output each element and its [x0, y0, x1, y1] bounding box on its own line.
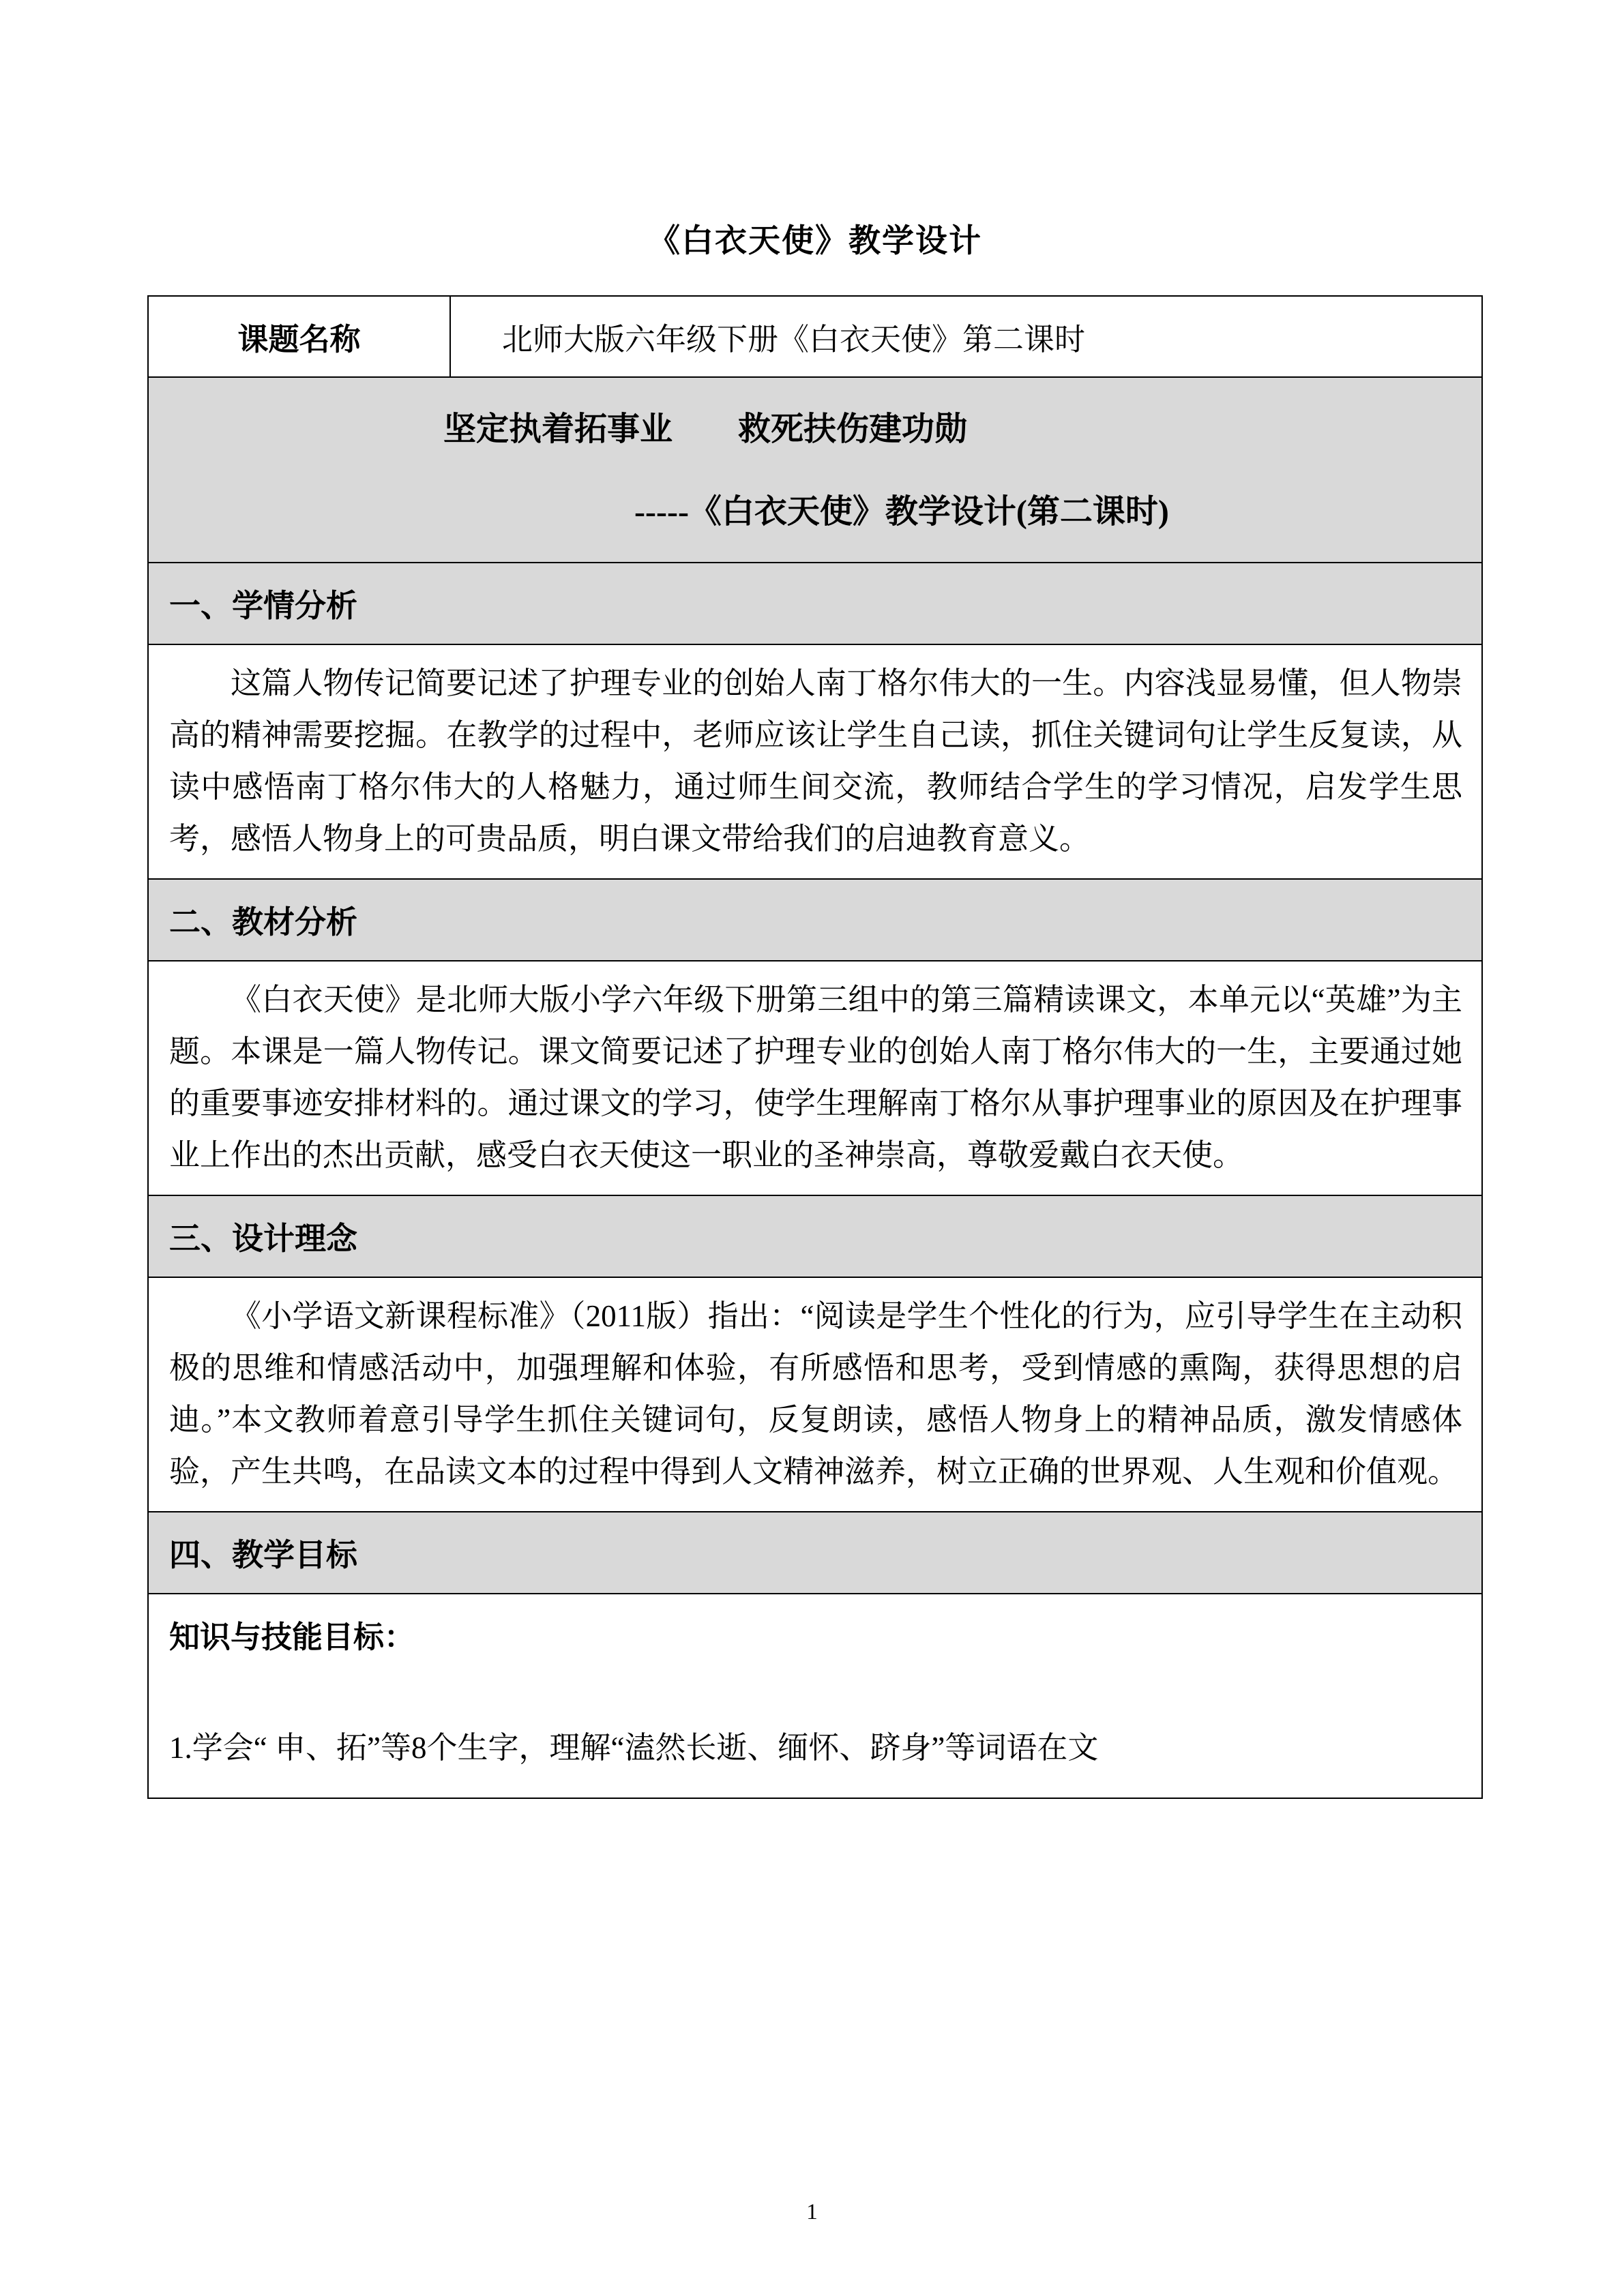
subtitle-line-1: 坚定执着拓事业 救死扶伤建功勋 — [443, 411, 968, 447]
section-heading-material-analysis: 二、教材分析 — [148, 879, 1482, 961]
section-body-design-concept: 《小学语文新课程标准》（2011版）指出：“阅读是学生个性化的行为，应引导学生在主动积极的思维和情感活动中，加强理解和体验，有所感悟和思考，受到情感的熏陶，获得思想的启迪。”本文教师着意引导学生抓住关键词句，反复朗读，感悟人物身上的精神品质，激发情感体验，产生共鸣，在品读文本的过程中得到人文精神滋养，树立正确的世界观、人生观和价值观。 — [169, 1299, 1462, 1489]
section-heading-row — [148, 1512, 1482, 1594]
section-body-cell — [148, 644, 1482, 879]
course-name-row — [148, 296, 1482, 377]
course-name-value: 北师大版六年级下册《白衣天使》第二课时 — [450, 296, 1482, 377]
section-heading-teaching-goals: 四、教学目标 — [148, 1512, 1482, 1594]
course-name-label: 课题名称 — [148, 296, 450, 377]
section-heading-row — [148, 879, 1482, 961]
goals-subheading: 知识与技能目标： — [169, 1620, 415, 1654]
section-body-material-analysis: 《白衣天使》是北师大版小学六年级下册第三组中的第三篇精读课文，本单元以“英雄”为主题。本课是一篇人物传记。课文简要记述了护理专业的创始人南丁格尔伟大的一生，主要通过她的重要事迹安排材料的。通过课文的学习，使学生理解南丁格尔从事护理事业的原因及在护理事业上作出的杰出贡献，感受白衣天使这一职业的圣神崇高，尊敬爱戴白衣天使。 — [169, 983, 1462, 1172]
document-title: 《白衣天使》教学设计 — [648, 224, 982, 259]
section-heading-row — [148, 1195, 1482, 1277]
page-number: 1 — [806, 2200, 818, 2224]
goal-item-1: 1.学会“ 申、拓”等8个生字，理解“溘然长逝、缅怀、跻身”等词语在文 — [169, 1731, 1099, 1765]
subtitle-cell — [148, 377, 1482, 563]
section-body-learner-analysis: 这篇人物传记简要记述了护理专业的创始人南丁格尔伟大的一生。内容浅显易懂，但人物崇高的精神需要挖掘。在教学的过程中，老师应该让学生自己读，抓住关键词句让学生反复读，从读中感悟南丁格尔伟大的人格魅力，通过师生间交流，教师结合学生的学习情况，启发学生思考，感悟人物身上的可贵品质，明白课文带给我们的启迪教育意义。 — [169, 666, 1462, 856]
subtitle-line-2: -----《白衣天使》教学设计(第二课时) — [634, 494, 1169, 530]
lesson-plan-table — [147, 295, 1483, 1799]
section-body-cell — [148, 961, 1482, 1195]
section-body-cell — [148, 1277, 1482, 1512]
section-heading-design-concept: 三、设计理念 — [148, 1195, 1482, 1277]
teaching-goals-cell — [148, 1594, 1482, 1798]
subtitle-row — [148, 377, 1482, 563]
section-body-row — [148, 1277, 1482, 1512]
section-body-row — [148, 1594, 1482, 1798]
section-heading-learner-analysis: 一、学情分析 — [148, 563, 1482, 644]
section-body-row — [148, 644, 1482, 879]
section-heading-row — [148, 563, 1482, 644]
section-body-row — [148, 961, 1482, 1195]
